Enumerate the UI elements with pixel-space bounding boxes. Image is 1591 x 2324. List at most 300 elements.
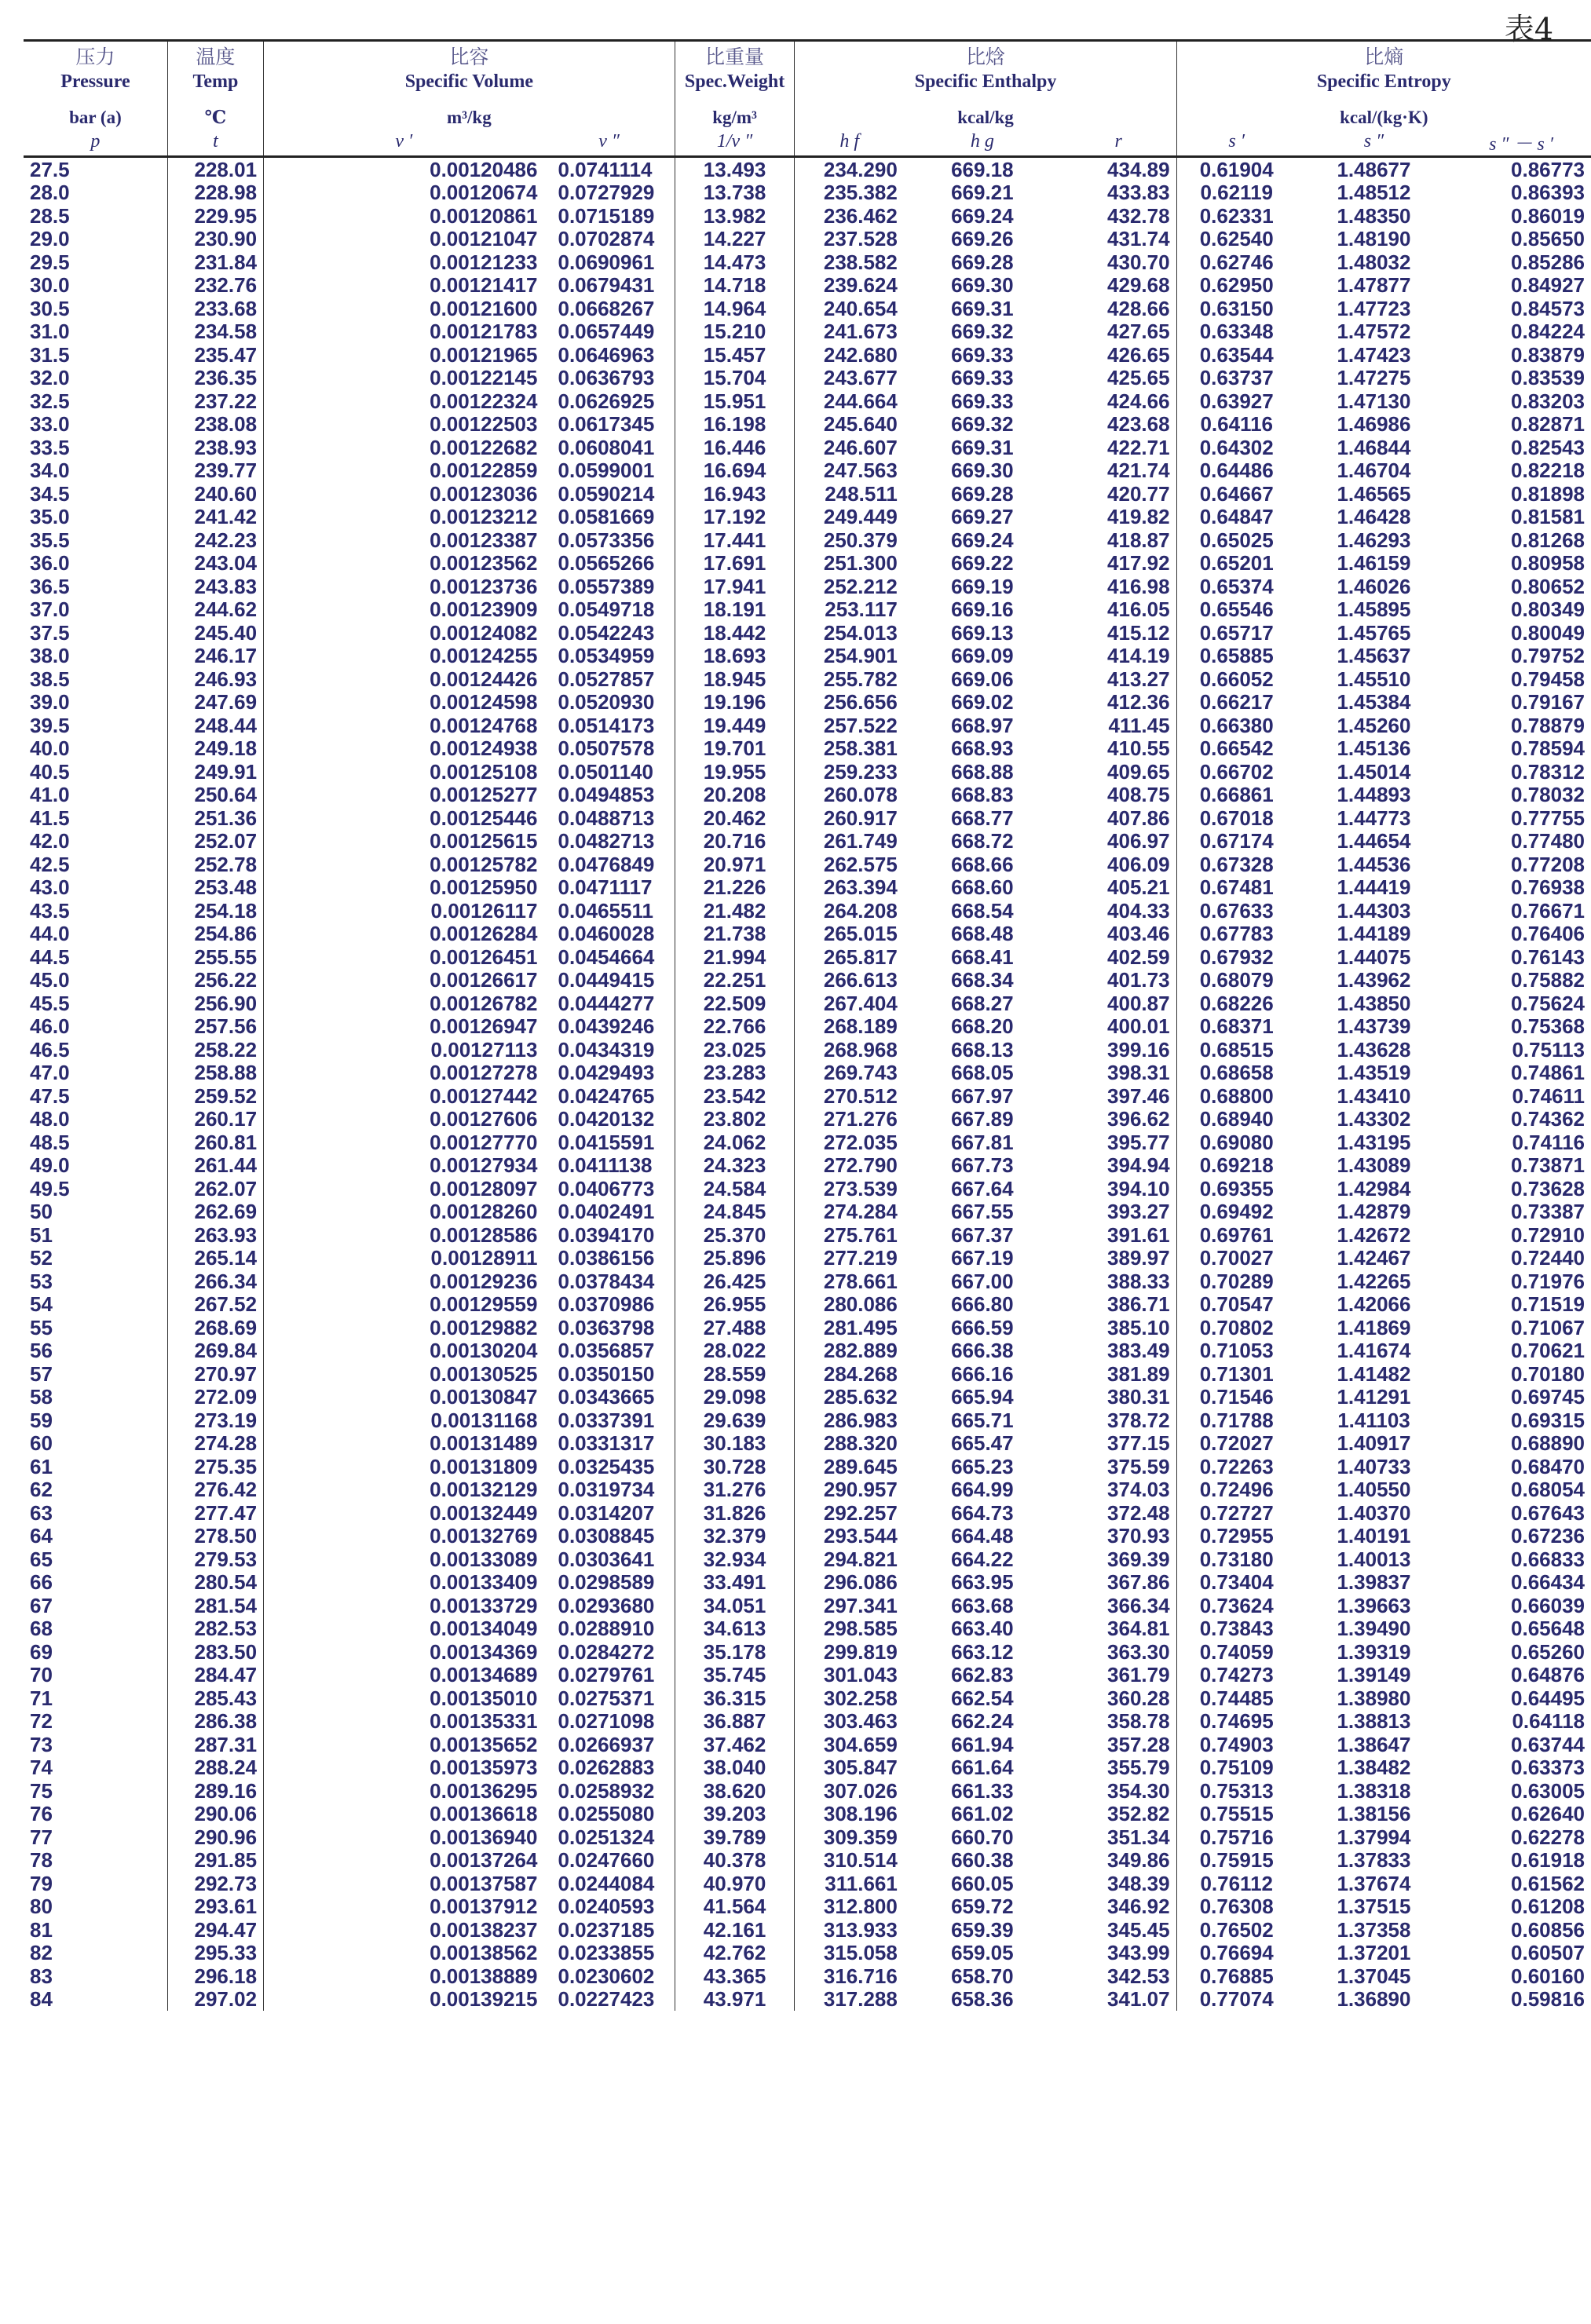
cell-hf: 260.917: [795, 806, 904, 830]
cell-v-liquid: 0.00121047: [264, 228, 544, 251]
cell-r: 426.65: [1107, 342, 1170, 367]
cell-s-vapor: 1.47877: [1337, 273, 1411, 298]
cell-v-liquid: 0.00136940: [264, 1825, 544, 1849]
cell-r: 383.49: [1107, 1339, 1170, 1363]
table-number-label: 表4: [1504, 12, 1553, 46]
cell-s-diff: 0.75113: [1512, 1037, 1585, 1062]
cell-v-liquid: 0.00139215: [264, 1988, 544, 2012]
table-row: [24, 1316, 1591, 1339]
cell-spec-weight: 37.462: [675, 1733, 795, 1756]
cell-hg: 669.13: [951, 620, 1014, 645]
cell-temp: 250.64: [167, 784, 263, 807]
cell-v-liquid: 0.00124768: [264, 714, 544, 737]
cell-v-liquid: 0.00135331: [264, 1710, 544, 1734]
cell-v-vapor: 0.0293680: [558, 1593, 655, 1617]
cell-hg: 663.12: [951, 1639, 1014, 1664]
cell-pressure: 82: [30, 1941, 53, 1965]
cell-hf: 278.661: [795, 1270, 904, 1293]
cell-temp: 295.33: [167, 1942, 263, 1965]
cell-pressure: 48.5: [30, 1130, 70, 1154]
cell-pressure: 40.0: [30, 736, 70, 761]
cell-spec-weight: 42.762: [675, 1942, 795, 1965]
cell-hf: 277.219: [795, 1247, 904, 1270]
cell-s-diff: 0.68890: [1511, 1431, 1585, 1456]
cell-s-liquid: 0.70802: [1176, 1316, 1297, 1339]
cell-pressure: 47.0: [30, 1061, 70, 1085]
cell-s-diff: 0.64118: [1512, 1709, 1585, 1734]
cell-s-diff: 0.85286: [1511, 250, 1585, 274]
cell-hg: 669.27: [951, 505, 1014, 529]
cell-s-vapor: 1.40370: [1337, 1500, 1411, 1525]
cell-v-liquid: 0.00132769: [264, 1525, 544, 1548]
cell-spec-weight: 15.210: [675, 320, 795, 344]
cell-temp: 268.69: [167, 1316, 263, 1339]
cell-r: 369.39: [1107, 1547, 1170, 1571]
cell-v-vapor: 0.0626925: [558, 389, 655, 413]
cell-v-vapor: 0.0434319: [558, 1037, 655, 1062]
cell-s-vapor: 1.38482: [1337, 1756, 1411, 1780]
cell-r: 422.71: [1107, 435, 1170, 459]
cell-r: 351.34: [1107, 1825, 1170, 1849]
cell-pressure: 44.5: [30, 945, 70, 969]
cell-spec-weight: 14.718: [675, 274, 795, 298]
cell-spec-weight: 39.789: [675, 1825, 795, 1849]
cell-r: 406.09: [1107, 852, 1170, 876]
cell-temp: 284.47: [167, 1664, 263, 1687]
cell-s-diff: 0.74116: [1512, 1130, 1585, 1154]
cell-s-diff: 0.78032: [1511, 783, 1585, 807]
cell-temp: 282.53: [167, 1617, 263, 1641]
cell-pressure: 54: [30, 1292, 53, 1317]
cell-hf: 270.512: [795, 1084, 904, 1108]
cell-hg: 666.38: [951, 1339, 1014, 1363]
cell-hf: 280.086: [795, 1293, 904, 1317]
cell-r: 410.55: [1107, 736, 1170, 761]
cell-s-diff: 0.78312: [1511, 759, 1585, 784]
symbol-p: p: [24, 128, 167, 157]
cell-s-vapor: 1.43739: [1337, 1014, 1411, 1039]
table-row: [24, 645, 1591, 668]
cell-s-liquid: 0.63544: [1176, 343, 1297, 367]
cell-spec-weight: 43.971: [675, 1988, 795, 2012]
cell-v-vapor: 0.0617345: [558, 412, 655, 437]
cell-v-vapor: 0.0715189: [558, 203, 655, 228]
cell-spec-weight: 24.062: [675, 1131, 795, 1154]
cell-hg: 669.26: [951, 227, 1014, 251]
cell-s-vapor: 1.47275: [1337, 366, 1411, 390]
cell-s-diff: 0.61918: [1511, 1848, 1585, 1873]
cell-pressure: 38.5: [30, 667, 70, 691]
cell-v-vapor: 0.0465511: [558, 898, 653, 923]
cell-temp: 238.93: [167, 436, 263, 459]
cell-spec-weight: 21.482: [675, 899, 795, 923]
cell-v-vapor: 0.0534959: [558, 644, 655, 668]
cell-v-vapor: 0.0411138: [558, 1153, 653, 1178]
cell-v-liquid: 0.00130847: [264, 1386, 544, 1409]
cell-v-liquid: 0.00129882: [264, 1316, 544, 1339]
cell-v-liquid: 0.00129559: [264, 1293, 544, 1317]
cell-temp: 283.50: [167, 1640, 263, 1664]
cell-s-diff: 0.80349: [1511, 597, 1585, 622]
cell-s-liquid: 0.69492: [1176, 1200, 1297, 1224]
cell-s-vapor: 1.39319: [1337, 1639, 1411, 1664]
cell-v-vapor: 0.0406773: [558, 1176, 655, 1200]
cell-r: 341.07: [1107, 1987, 1170, 2012]
cell-s-vapor: 1.41869: [1337, 1315, 1411, 1339]
cell-s-diff: 0.64876: [1511, 1663, 1585, 1687]
cell-s-liquid: 0.71788: [1176, 1409, 1297, 1432]
cell-spec-weight: 30.728: [675, 1455, 795, 1478]
cell-s-liquid: 0.64486: [1176, 459, 1297, 483]
cell-v-liquid: 0.00136618: [264, 1803, 544, 1826]
cell-spec-weight: 23.802: [675, 1108, 795, 1131]
cell-temp: 277.47: [167, 1501, 263, 1525]
cell-s-diff: 0.80652: [1511, 574, 1585, 598]
cell-pressure: 28.5: [30, 203, 70, 228]
header-pressure-zh: 压力: [24, 41, 167, 71]
cell-r: 393.27: [1107, 1200, 1170, 1224]
table-row: [24, 621, 1591, 645]
cell-r: 394.10: [1107, 1176, 1170, 1200]
cell-temp: 237.22: [167, 389, 263, 413]
cell-pressure: 69: [30, 1639, 53, 1664]
cell-v-liquid: 0.00126782: [264, 992, 544, 1015]
cell-s-liquid: 0.69218: [1176, 1154, 1297, 1178]
cell-r: 423.68: [1107, 412, 1170, 437]
cell-r: 413.27: [1107, 667, 1170, 691]
cell-spec-weight: 16.943: [675, 482, 795, 506]
cell-temp: 261.44: [167, 1154, 263, 1178]
cell-temp: 228.01: [167, 157, 263, 181]
cell-r: 414.19: [1107, 644, 1170, 668]
cell-hf: 259.233: [795, 760, 904, 784]
cell-s-liquid: 0.65374: [1176, 575, 1297, 598]
cell-pressure: 46.5: [30, 1037, 70, 1062]
cell-v-liquid: 0.00123562: [264, 552, 544, 576]
cell-v-liquid: 0.00125277: [264, 784, 544, 807]
cell-hf: 244.664: [795, 389, 904, 413]
cell-temp: 294.47: [167, 1918, 263, 1942]
cell-temp: 238.08: [167, 413, 263, 437]
cell-temp: 297.02: [167, 1988, 263, 2012]
cell-s-liquid: 0.66542: [1176, 737, 1297, 761]
table-row: [24, 482, 1591, 506]
cell-hg: 662.83: [951, 1663, 1014, 1687]
cell-v-vapor: 0.0230602: [558, 1964, 655, 1988]
cell-s-vapor: 1.43089: [1337, 1153, 1411, 1178]
cell-hf: 281.495: [795, 1316, 904, 1339]
cell-r: 416.98: [1107, 574, 1170, 598]
cell-pressure: 32.0: [30, 366, 70, 390]
cell-temp: 278.50: [167, 1525, 263, 1548]
cell-r: 352.82: [1107, 1802, 1170, 1826]
cell-v-liquid: 0.00121417: [264, 274, 544, 298]
cell-v-liquid: 0.00124426: [264, 667, 544, 691]
table-row: [24, 413, 1591, 437]
cell-v-liquid: 0.00121233: [264, 250, 544, 274]
cell-r: 400.87: [1107, 991, 1170, 1015]
cell-v-vapor: 0.0494853: [558, 783, 655, 807]
cell-hf: 240.654: [795, 297, 904, 320]
cell-s-vapor: 1.44419: [1337, 875, 1411, 900]
cell-temp: 285.43: [167, 1686, 263, 1710]
table-row: [24, 1200, 1591, 1224]
cell-s-liquid: 0.69761: [1176, 1223, 1297, 1247]
cell-temp: 265.14: [167, 1247, 263, 1270]
cell-hg: 668.77: [951, 806, 1014, 830]
cell-s-liquid: 0.72496: [1176, 1478, 1297, 1502]
cell-spec-weight: 17.941: [675, 575, 795, 598]
cell-r: 428.66: [1107, 296, 1170, 320]
cell-r: 367.86: [1107, 1570, 1170, 1595]
table-row: [24, 760, 1591, 784]
cell-pressure: 49.0: [30, 1153, 70, 1178]
cell-s-liquid: 0.76112: [1176, 1872, 1297, 1895]
cell-s-diff: 0.85650: [1511, 227, 1585, 251]
cell-s-vapor: 1.39837: [1337, 1570, 1411, 1595]
cell-s-vapor: 1.45510: [1337, 667, 1411, 691]
cell-hf: 258.381: [795, 737, 904, 761]
cell-pressure: 33.0: [30, 412, 70, 437]
cell-r: 427.65: [1107, 320, 1170, 344]
cell-s-liquid: 0.76885: [1176, 1964, 1297, 1988]
cell-hg: 668.66: [951, 852, 1014, 876]
cell-spec-weight: 16.694: [675, 459, 795, 483]
cell-s-diff: 0.63005: [1511, 1778, 1585, 1803]
cell-r: 377.15: [1107, 1431, 1170, 1456]
cell-spec-weight: 13.738: [675, 181, 795, 205]
table-row: [24, 157, 1591, 181]
header-enthalpy-en: Specific Enthalpy: [795, 70, 1176, 93]
header-specific-volume-zh: 比容: [264, 41, 675, 71]
cell-s-vapor: 1.45260: [1337, 713, 1411, 737]
cell-v-liquid: 0.00127113: [264, 1038, 544, 1062]
cell-pressure: 32.5: [30, 389, 70, 413]
cell-s-vapor: 1.46026: [1337, 574, 1411, 598]
cell-temp: 236.35: [167, 367, 263, 390]
cell-s-diff: 0.71976: [1511, 1269, 1585, 1293]
cell-r: 408.75: [1107, 783, 1170, 807]
cell-v-vapor: 0.0247660: [558, 1848, 655, 1873]
cell-hf: 251.300: [795, 552, 904, 576]
cell-pressure: 34.0: [30, 459, 70, 483]
cell-pressure: 49.5: [30, 1176, 70, 1200]
cell-s-diff: 0.84927: [1511, 273, 1585, 298]
cell-s-vapor: 1.47423: [1337, 342, 1411, 367]
cell-hg: 668.88: [951, 759, 1014, 784]
cell-hg: 666.16: [951, 1361, 1014, 1386]
cell-s-vapor: 1.48190: [1337, 227, 1411, 251]
symbol-v-vapor: v ″: [543, 128, 675, 157]
cell-temp: 260.81: [167, 1131, 263, 1154]
cell-hf: 297.341: [795, 1594, 904, 1617]
cell-s-vapor: 1.43850: [1337, 991, 1411, 1015]
cell-hg: 658.36: [951, 1987, 1014, 2012]
cell-spec-weight: 20.716: [675, 830, 795, 853]
cell-s-vapor: 1.44893: [1337, 783, 1411, 807]
cell-v-vapor: 0.0636793: [558, 366, 655, 390]
cell-hg: 668.27: [951, 991, 1014, 1015]
cell-temp: 258.88: [167, 1062, 263, 1085]
cell-hg: 669.30: [951, 459, 1014, 483]
cell-hg: 661.33: [951, 1778, 1014, 1803]
cell-r: 346.92: [1107, 1895, 1170, 1919]
cell-temp: 266.34: [167, 1270, 263, 1293]
cell-v-vapor: 0.0542243: [558, 620, 655, 645]
cell-s-vapor: 1.46428: [1337, 505, 1411, 529]
table-row: [24, 876, 1591, 900]
cell-s-liquid: 0.61904: [1176, 157, 1297, 181]
table-row: [24, 784, 1591, 807]
cell-hf: 317.288: [795, 1988, 904, 2012]
cell-s-vapor: 1.46159: [1337, 551, 1411, 576]
table-row: [24, 1964, 1591, 1988]
cell-v-vapor: 0.0271098: [558, 1709, 655, 1734]
cell-r: 424.66: [1107, 389, 1170, 413]
cell-v-vapor: 0.0573356: [558, 528, 655, 552]
cell-s-liquid: 0.65201: [1176, 552, 1297, 576]
cell-s-vapor: 1.43195: [1337, 1130, 1411, 1154]
cell-v-liquid: 0.00137264: [264, 1849, 544, 1873]
cell-v-liquid: 0.00125782: [264, 853, 544, 876]
cell-pressure: 45.5: [30, 991, 70, 1015]
cell-pressure: 35.0: [30, 505, 70, 529]
cell-hg: 663.40: [951, 1617, 1014, 1641]
cell-r: 415.12: [1107, 620, 1170, 645]
cell-v-vapor: 0.0255080: [558, 1802, 655, 1826]
table-row: [24, 320, 1591, 344]
cell-temp: 239.77: [167, 459, 263, 483]
cell-s-liquid: 0.66217: [1176, 691, 1297, 714]
cell-pressure: 71: [30, 1686, 53, 1710]
cell-v-vapor: 0.0331317: [558, 1431, 655, 1456]
cell-v-vapor: 0.0258932: [558, 1778, 655, 1803]
cell-s-diff: 0.83203: [1511, 389, 1585, 413]
cell-v-vapor: 0.0227423: [558, 1987, 655, 2012]
cell-s-vapor: 1.38813: [1337, 1709, 1411, 1734]
table-row: [24, 250, 1591, 274]
cell-pressure: 39.5: [30, 713, 70, 737]
cell-r: 420.77: [1107, 481, 1170, 506]
cell-s-vapor: 1.41103: [1337, 1408, 1410, 1432]
cell-s-vapor: 1.39149: [1337, 1663, 1411, 1687]
cell-hg: 664.22: [951, 1547, 1014, 1571]
cell-temp: 252.78: [167, 853, 263, 876]
cell-s-diff: 0.72440: [1511, 1246, 1585, 1270]
cell-temp: 253.48: [167, 876, 263, 900]
cell-spec-weight: 16.198: [675, 413, 795, 437]
cell-s-vapor: 1.38647: [1337, 1732, 1411, 1756]
cell-r: 431.74: [1107, 227, 1170, 251]
cell-s-diff: 0.71067: [1511, 1315, 1585, 1339]
cell-s-vapor: 1.46565: [1337, 481, 1411, 506]
cell-r: 388.33: [1107, 1269, 1170, 1293]
cell-v-vapor: 0.0727929: [558, 181, 655, 205]
cell-hg: 669.19: [951, 574, 1014, 598]
table-row: [24, 1825, 1591, 1849]
cell-s-liquid: 0.64302: [1176, 436, 1297, 459]
cell-s-diff: 0.79167: [1511, 690, 1585, 714]
cell-pressure: 27.5: [30, 157, 70, 181]
cell-r: 385.10: [1107, 1315, 1170, 1339]
symbol-r: r: [1061, 128, 1176, 157]
table-row: [24, 1223, 1591, 1247]
cell-v-liquid: 0.00122324: [264, 389, 544, 413]
unit-spec-weight: kg/m³: [675, 93, 795, 128]
cell-s-diff: 0.74611: [1512, 1083, 1585, 1108]
cell-spec-weight: 25.370: [675, 1223, 795, 1247]
cell-v-liquid: 0.00125446: [264, 806, 544, 830]
cell-v-liquid: 0.00136295: [264, 1779, 544, 1803]
cell-pressure: 30.0: [30, 273, 70, 298]
table-row: [24, 598, 1591, 622]
saturated-steam-table: [24, 39, 1591, 2011]
cell-temp: 291.85: [167, 1849, 263, 1873]
cell-v-liquid: 0.00134369: [264, 1640, 544, 1664]
cell-r: 360.28: [1107, 1686, 1170, 1710]
cell-s-diff: 0.66039: [1511, 1593, 1585, 1617]
table-row: [24, 1293, 1591, 1317]
table-row: [24, 181, 1591, 205]
table-row: [24, 1779, 1591, 1803]
cell-v-vapor: 0.0590214: [558, 481, 655, 506]
cell-s-liquid: 0.76308: [1176, 1895, 1297, 1919]
cell-s-diff: 0.70180: [1511, 1361, 1585, 1386]
table-row: [24, 1501, 1591, 1525]
cell-v-liquid: 0.00129236: [264, 1270, 544, 1293]
cell-temp: 233.68: [167, 297, 263, 320]
cell-s-diff: 0.82543: [1511, 435, 1585, 459]
cell-v-liquid: 0.00123212: [264, 506, 544, 529]
cell-hg: 666.59: [951, 1315, 1014, 1339]
cell-pressure: 77: [30, 1825, 53, 1849]
cell-s-vapor: 1.46844: [1337, 435, 1411, 459]
cell-hg: 669.22: [951, 551, 1014, 576]
table-row: [24, 1849, 1591, 1873]
cell-r: 403.46: [1107, 922, 1170, 946]
cell-s-diff: 0.86019: [1511, 203, 1585, 228]
cell-v-liquid: 0.00138237: [264, 1918, 544, 1942]
cell-v-liquid: 0.00131489: [264, 1432, 544, 1456]
cell-s-diff: 0.63744: [1511, 1732, 1585, 1756]
table-row: [24, 1455, 1591, 1478]
cell-pressure: 66: [30, 1570, 53, 1595]
cell-hg: 668.41: [951, 945, 1014, 969]
table-row: [24, 575, 1591, 598]
symbol-spec-weight: 1/v ″: [675, 128, 795, 157]
cell-pressure: 40.5: [30, 759, 70, 784]
cell-pressure: 44.0: [30, 922, 70, 946]
cell-s-vapor: 1.41291: [1337, 1385, 1411, 1409]
cell-temp: 290.06: [167, 1803, 263, 1826]
cell-v-vapor: 0.0608041: [558, 435, 655, 459]
cell-v-vapor: 0.0514173: [558, 713, 655, 737]
cell-pressure: 79: [30, 1871, 53, 1895]
cell-s-liquid: 0.66380: [1176, 714, 1297, 737]
cell-hf: 268.968: [795, 1038, 904, 1062]
cell-s-liquid: 0.62331: [1176, 204, 1297, 228]
cell-r: 357.28: [1107, 1732, 1170, 1756]
cell-s-diff: 0.77208: [1511, 852, 1585, 876]
cell-s-liquid: 0.67018: [1176, 806, 1297, 830]
cell-hg: 668.34: [951, 968, 1014, 992]
cell-spec-weight: 22.251: [675, 969, 795, 992]
cell-r: 366.34: [1107, 1593, 1170, 1617]
cell-s-vapor: 1.41674: [1337, 1339, 1411, 1363]
cell-v-vapor: 0.0420132: [558, 1107, 655, 1131]
cell-temp: 263.93: [167, 1223, 263, 1247]
cell-pressure: 76: [30, 1802, 53, 1826]
